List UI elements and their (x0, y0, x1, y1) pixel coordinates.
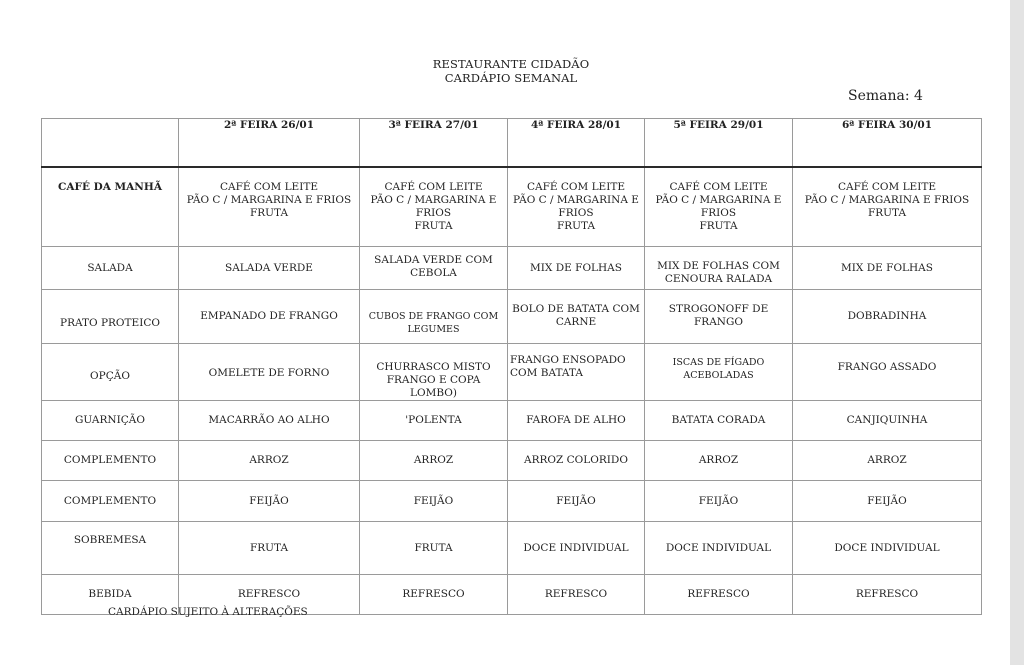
header-cell-friday: 6ª FEIRA 30/01 (793, 119, 982, 167)
table-cell: REFRESCO (793, 575, 982, 615)
table-cell: FEIJÃO (793, 481, 982, 522)
table-cell: REFRESCO (645, 575, 793, 615)
table-row-sobremesa (42, 522, 982, 575)
row-label: BEBIDA (42, 575, 179, 615)
table-cell: FRANGO ENSOPADO COM BATATA (508, 344, 645, 401)
table-cell: MACARRÃO AO ALHO (179, 401, 360, 441)
table-row-cafe (42, 167, 982, 247)
table-cell: 'POLENTA (360, 401, 508, 441)
table-row-complemento-1 (42, 441, 982, 481)
table-row-guarnicao (42, 401, 982, 441)
table-row-complemento-2 (42, 481, 982, 522)
table-cell: FEIJÃO (179, 481, 360, 522)
table-cell: ISCAS DE FÍGADO ACEBOLADAS (645, 344, 793, 401)
table-cell: DOBRADINHA (793, 290, 982, 344)
table-cell: FEIJÃO (508, 481, 645, 522)
menu-table (41, 118, 982, 615)
document-subtitle: CARDÁPIO SEMANAL (444, 71, 578, 85)
table-cell: REFRESCO (360, 575, 508, 615)
table-cell: DOCE INDIVIDUAL (645, 522, 793, 575)
table-cell: FEIJÃO (360, 481, 508, 522)
table-cell: FEIJÃO (645, 481, 793, 522)
table-cell: CHURRASCO MISTO FRANGO E COPA LOMBO) (360, 344, 508, 401)
table-cell: BATATA CORADA (645, 401, 793, 441)
table-cell: FRANGO ASSADO (793, 344, 982, 401)
table-cell: OMELETE DE FORNO (179, 344, 360, 401)
table-cell: CUBOS DE FRANGO COM LEGUMES (360, 290, 508, 344)
table-cell: REFRESCO (508, 575, 645, 615)
row-label: COMPLEMENTO (42, 481, 179, 522)
row-label: OPÇÃO (42, 344, 179, 401)
row-label: CAFÉ DA MANHÃ (42, 167, 179, 247)
row-label: PRATO PROTEICO (42, 290, 179, 344)
table-cell: BOLO DE BATATA COM CARNE (508, 290, 645, 344)
table-cell: ARROZ COLORIDO (508, 441, 645, 481)
table-cell: CAFÉ COM LEITE PÃO C / MARGARINA E FRIOS FRUTA (179, 167, 360, 247)
page-edge (1010, 0, 1024, 665)
table-cell: FRUTA (179, 522, 360, 575)
table-cell: ARROZ (793, 441, 982, 481)
table-cell: STROGONOFF DE FRANGO (645, 290, 793, 344)
table-cell: ARROZ (360, 441, 508, 481)
row-label: SOBREMESA (42, 522, 179, 575)
table-cell: EMPANADO DE FRANGO (179, 290, 360, 344)
table-cell: MIX DE FOLHAS COM CENOURA RALADA (645, 247, 793, 290)
table-cell: MIX DE FOLHAS (508, 247, 645, 290)
table-cell: SALADA VERDE COM CEBOLA (360, 247, 508, 290)
table-cell: CAFÉ COM LEITE PÃO C / MARGARINA E FRIOS FRUTA (360, 167, 508, 247)
table-cell: CANJIQUINHA (793, 401, 982, 441)
header-cell-monday: 2ª FEIRA 26/01 (179, 119, 360, 167)
table-cell: CAFÉ COM LEITE PÃO C / MARGARINA E FRIOS FRUTA (508, 167, 645, 247)
row-label: SALADA (42, 247, 179, 290)
table-cell: ARROZ (645, 441, 793, 481)
table-cell: FAROFA DE ALHO (508, 401, 645, 441)
week-label: Semana: 4 (848, 88, 923, 104)
table-cell: SALADA VERDE (179, 247, 360, 290)
document-title: RESTAURANTE CIDADÃO (432, 57, 590, 71)
table-cell: DOCE INDIVIDUAL (508, 522, 645, 575)
table-cell: MIX DE FOLHAS (793, 247, 982, 290)
table-row-prato-proteico (42, 290, 982, 344)
header-cell-corner (42, 119, 179, 167)
footer-note: CARDÁPIO SUJEITO À ALTERAÇÕES (108, 606, 308, 618)
header-cell-tuesday: 3ª FEIRA 27/01 (360, 119, 508, 167)
table-cell: CAFÉ COM LEITE PÃO C / MARGARINA E FRIOS FRUTA (645, 167, 793, 247)
table-row-opcao (42, 344, 982, 401)
row-label: COMPLEMENTO (42, 441, 179, 481)
header-cell-wednesday: 4ª FEIRA 28/01 (508, 119, 645, 167)
table-cell: ARROZ (179, 441, 360, 481)
table-cell: REFRESCO (179, 575, 360, 615)
header-row (42, 119, 982, 167)
table-cell: DOCE INDIVIDUAL (793, 522, 982, 575)
row-label: GUARNIÇÃO (42, 401, 179, 441)
table-cell: FRUTA (360, 522, 508, 575)
header-cell-thursday: 5ª FEIRA 29/01 (645, 119, 793, 167)
table-cell: CAFÉ COM LEITE PÃO C / MARGARINA E FRIOS FRUTA (793, 167, 982, 247)
table-row-salada (42, 247, 982, 290)
